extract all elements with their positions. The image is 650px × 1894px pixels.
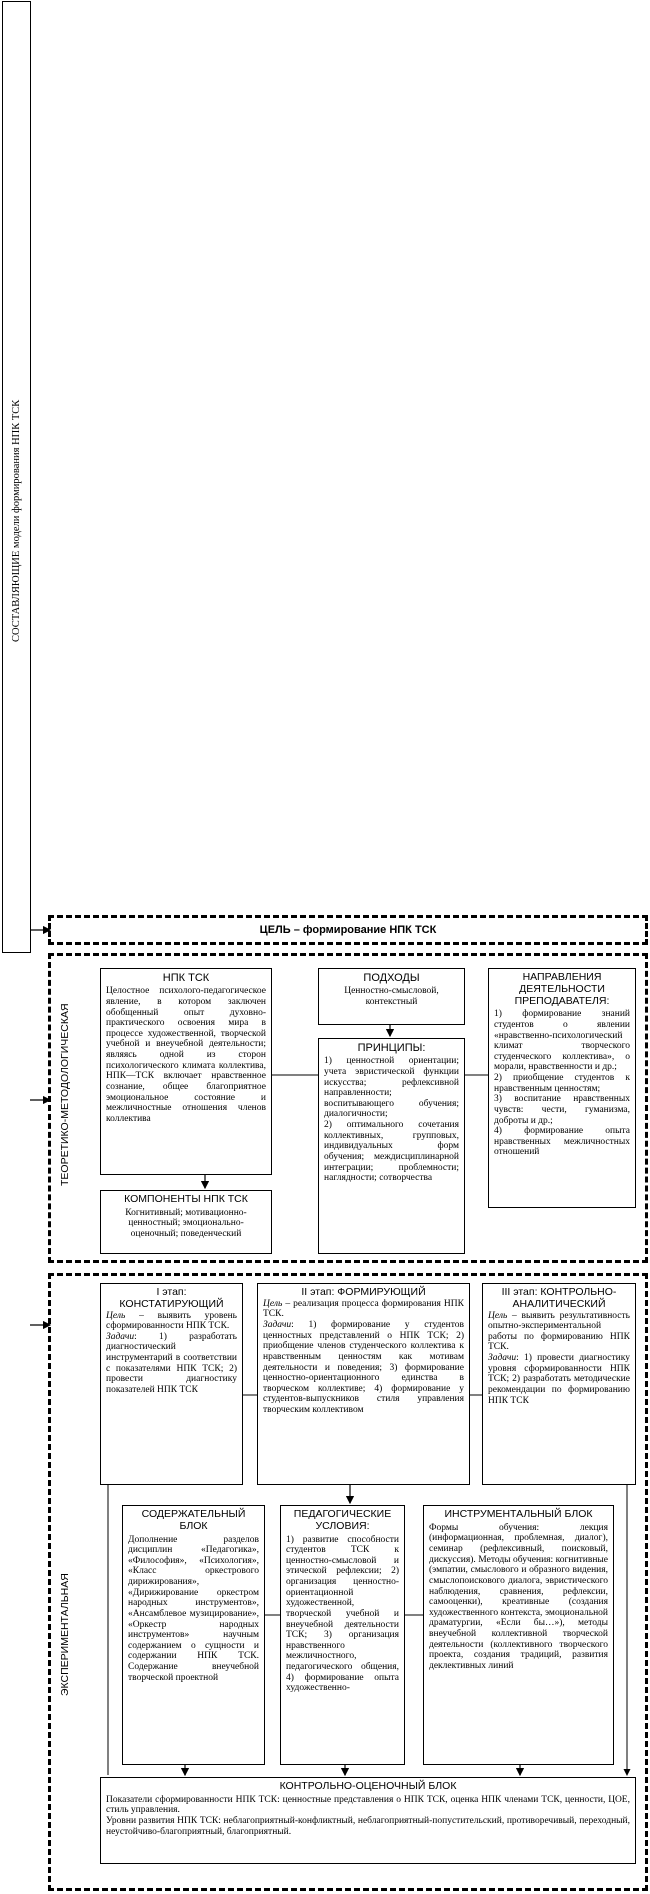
- control-box: [100, 1777, 636, 1864]
- principles-box: [318, 1038, 465, 1254]
- goal-box: [48, 915, 648, 945]
- npk-text: Целостное психолого-педагогическое явление, в котором заключен обобщенный опыт духовно-практического освоения мира в процессе художественной, творческой учебной и внеучебной деятельности; являясь одной из сторон психологического климата коллектива, НПК—ТСК включает нравственное сознание, общее благоприятное эмоциональное состояние и межличностные отношения членов коллектива: [106, 986, 266, 1124]
- stage3-goal-text: – выявить результативность опытно-экспериментальной работы по формированию НПК ТСК.: [488, 1310, 630, 1353]
- stage2-title: II этап: ФОРМИРУЮЩИЙ: [301, 1286, 426, 1298]
- directions-d2: 2) приобщение студентов к нравственным ценностям;: [494, 1073, 630, 1094]
- approaches-box: [318, 968, 465, 1025]
- components-box: [100, 1190, 272, 1254]
- side-box: [2, 1, 31, 953]
- principles-p2: 2) оптимального сочетания коллективных, групповых, индивидуальных форм обучения; междисциплинарной интеграции; проблемности; наглядности; сотворчества: [324, 1120, 459, 1184]
- instrumental-text: Формы обучения: лекция (информационная, проблемная, диалог), семинар (рефлексивный, поисковый, дискуссия). Методы обучения: когнитивные (эмпатии, смыслового и образного видения, смыслопоискового диалога, эвристического наблюдения, сравнения, рефлексии, самооценки), креативные (создания художественного контекста, эмоциональной драматургии, «Если бы…»), методы внеучебной коллективной творческой деятельности (коллективного творческого проекта, создания традиций, развития деклективных линий: [429, 1522, 608, 1671]
- stage1-tasks: [106, 1332, 237, 1396]
- stage3-title: III этап: КОНТРОЛЬНО-АНАЛИТИЧЕСКИЙ: [501, 1286, 617, 1310]
- stage3-tasks-label: Задачи: [488, 1353, 517, 1363]
- stage1-tasks-label: Задачи: [106, 1331, 135, 1342]
- components-title: КОМПОНЕНТЫ НПК ТСК: [124, 1193, 248, 1205]
- stage3-goal-label: Цель: [488, 1310, 508, 1321]
- control-indicators: Показатели сформированности НПК ТСК: ценностные представления о НПК ТСК, оценка НПК членами ТСК, ценности, ЦОЕ, стиль управления.: [106, 1794, 630, 1816]
- stage1-tasks-text: : 1) разработать диагностический инструментарий в соответствии с показателями НПК ТСК; 2) провести диагностику показателей НПК ТСК: [106, 1331, 237, 1395]
- stage3-tasks-text: : 1) провести диагностику уровня сформированности НПК ТСК; 2) разработать методические рекомендации по формированию НПК ТСК: [488, 1353, 630, 1406]
- content-block-title: СОДЕРЖАТЕЛЬНЫЙ БЛОК: [141, 1508, 246, 1532]
- stage1-title: I этап: КОНСТАТИРУЮЩИЙ: [119, 1286, 224, 1310]
- directions-box: [488, 968, 636, 1208]
- stage2-goal: [263, 1299, 464, 1320]
- theoretical-label: ТЕОРЕТИКО-МЕТОДОЛОГИЧЕСКАЯ: [59, 1003, 71, 1186]
- instrumental-box: [423, 1505, 614, 1765]
- stage2-box: [257, 1283, 470, 1485]
- conditions-box: [280, 1505, 405, 1765]
- content-block-box: [122, 1505, 265, 1765]
- stage3-box: [482, 1283, 636, 1485]
- directions-d4: 4) формирование опыта нравственных межличностных отношений: [494, 1126, 630, 1158]
- stage1-goal-label: Цель: [106, 1310, 126, 1321]
- principles-title: ПРИНЦИПЫ:: [357, 1042, 426, 1054]
- stage2-goal-text: – реализация процесса формирования НПК ТСК.: [263, 1298, 464, 1320]
- instrumental-title: ИНСТРУМЕНТАЛЬНЫЙ БЛОК: [444, 1508, 593, 1520]
- directions-d3: 3) воспитание нравственных чувств: чести, гуманизма, доброты и др.;: [494, 1094, 630, 1126]
- npk-title: НПК ТСК: [162, 972, 210, 984]
- control-title: КОНТРОЛЬНО-ОЦЕНОЧНЫЙ БЛОК: [279, 1780, 457, 1792]
- goal-text: ЦЕЛЬ – формирование НПК ТСК: [259, 924, 437, 936]
- principles-p1: 1) ценностной ориентации; учета эвристической функции искусства; рефлексивной направленности; воспитывающего обучения; диалогичности;: [324, 1056, 459, 1120]
- stage3-tasks: [488, 1353, 630, 1406]
- stage2-tasks-text: : 1) формирование у студентов ценностных представлений о НПК ТСК; 2) приобщение членов студенческого коллектива к нравственным ценностям как мотивам деятельности и поведения; 3) формирование ценностно-ориентационного единства в творческом коллективе; 4) формирование у студентов-выпускников стиля управления творческим коллективом: [263, 1320, 464, 1415]
- stage2-tasks: [263, 1320, 464, 1416]
- conditions-text: 1) развитие способности студентов ТСК к ценностно-смысловой и этической рефлексии; 2) организация ценностно-ориентационной художественной, творческой учебной и внеучебной деятельности ТСК; 3) организация нравственного межличностного, педагогического общения, 4) формирование опыта художественно-: [286, 1534, 399, 1694]
- stage1-goal: [106, 1311, 237, 1332]
- approaches-text: Ценностно-смысловой, контекстный: [344, 986, 439, 1007]
- npk-box: [100, 968, 272, 1175]
- approaches-title: ПОДХОДЫ: [363, 972, 420, 984]
- directions-d1: 1) формирование знаний студентов о явлении «нравственно-психологический климат творческого студенческого коллектива», о морали, нравственности и др.;: [494, 1009, 630, 1073]
- stage2-goal-label: Цель: [263, 1298, 283, 1309]
- directions-title: НАПРАВЛЕНИЯ ДЕЯТЕЛЬНОСТИ ПРЕПОДАВАТЕЛЯ:: [514, 971, 610, 1007]
- stage1-goal-text: – выявить уровень сформированности НПК ТСК.: [106, 1310, 237, 1332]
- conditions-title: ПЕДАГОГИЧЕСКИЕ УСЛОВИЯ:: [293, 1508, 392, 1532]
- stage3-goal: [488, 1311, 630, 1354]
- experimental-label: ЭКСПЕРИМЕНТАЛЬНАЯ: [59, 1573, 71, 1696]
- content-block-text: Дополнение разделов дисциплин «Педагогика», «Философия», «Психология», «Класс оркестрового дирижирования», «Дирижирование оркестром народных инструментов», «Ансамблевое музицирование», «Оркестр народных инструментов» научным содержанием о сущности и содержании НПК ТСК. Содержание внеучебной творческой проектной: [128, 1534, 259, 1683]
- stage2-tasks-label: Задачи: [263, 1320, 292, 1330]
- stage1-box: [100, 1283, 243, 1485]
- side-label: СОСТАВЛЯЮЩИЕ модели формирования НПК ТСК: [11, 399, 22, 642]
- components-text: Когнитивный; мотивационно-ценностный; эмоционально-оценочный; поведенческий: [125, 1207, 247, 1239]
- control-levels: Уровни развития НПК ТСК: неблагоприятный-конфликтный, неблагоприятный-попустительский, противоречивый, переходный, неустойчиво-благоприятный, благоприятный.: [106, 1816, 630, 1837]
